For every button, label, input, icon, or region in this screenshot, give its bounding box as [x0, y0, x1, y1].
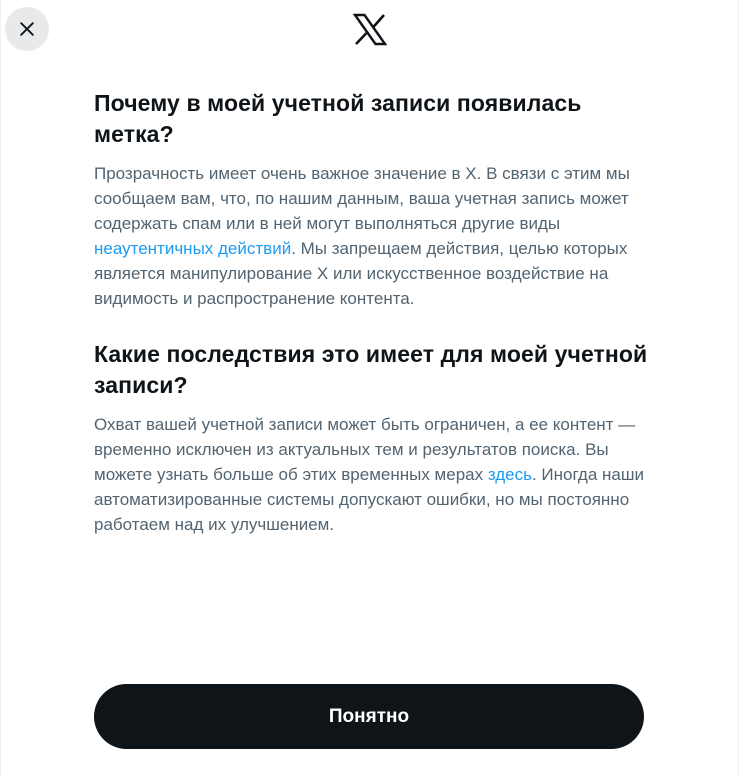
learn-more-link[interactable]: здесь	[487, 465, 532, 484]
section-title-why-label: Почему в моей учетной записи появилась метка?	[94, 90, 582, 147]
got-it-button[interactable]: Понятно	[94, 684, 644, 749]
section-text-consequences	[94, 412, 652, 537]
text-part: Прозрачность имеет очень важное значение в X. В связи с этим мы сообщаем вам, что, по нашим данным, ваша учетная запись может содержать спам или в ней могут выполняться другие виды	[94, 164, 630, 233]
x-logo	[353, 13, 387, 46]
inauthentic-activity-link[interactable]: неаутентичных действий	[94, 239, 292, 258]
close-icon	[17, 19, 37, 39]
text-part: . Мы запрещаем действия, целью которых является манипулирование X или искусственное воздействие на видимость и распространение контента.	[94, 239, 628, 308]
text-part: Охват вашей учетной записи может быть ограничен, а ее контент — временно исключен из актуальных тем и результатов поиска. Вы можете узнать больше об этих временных мерах	[94, 415, 636, 484]
section-title-consequences: Какие последствия это имеет для моей учетной записи?	[94, 341, 648, 398]
dialog-content	[94, 88, 652, 537]
close-button[interactable]	[5, 7, 49, 51]
x-logo-icon	[353, 13, 387, 46]
text-part: . Иногда наши автоматизированные системы допускают ошибки, но мы постоянно работаем над их улучшением.	[94, 465, 645, 534]
section-text-why	[94, 161, 652, 311]
